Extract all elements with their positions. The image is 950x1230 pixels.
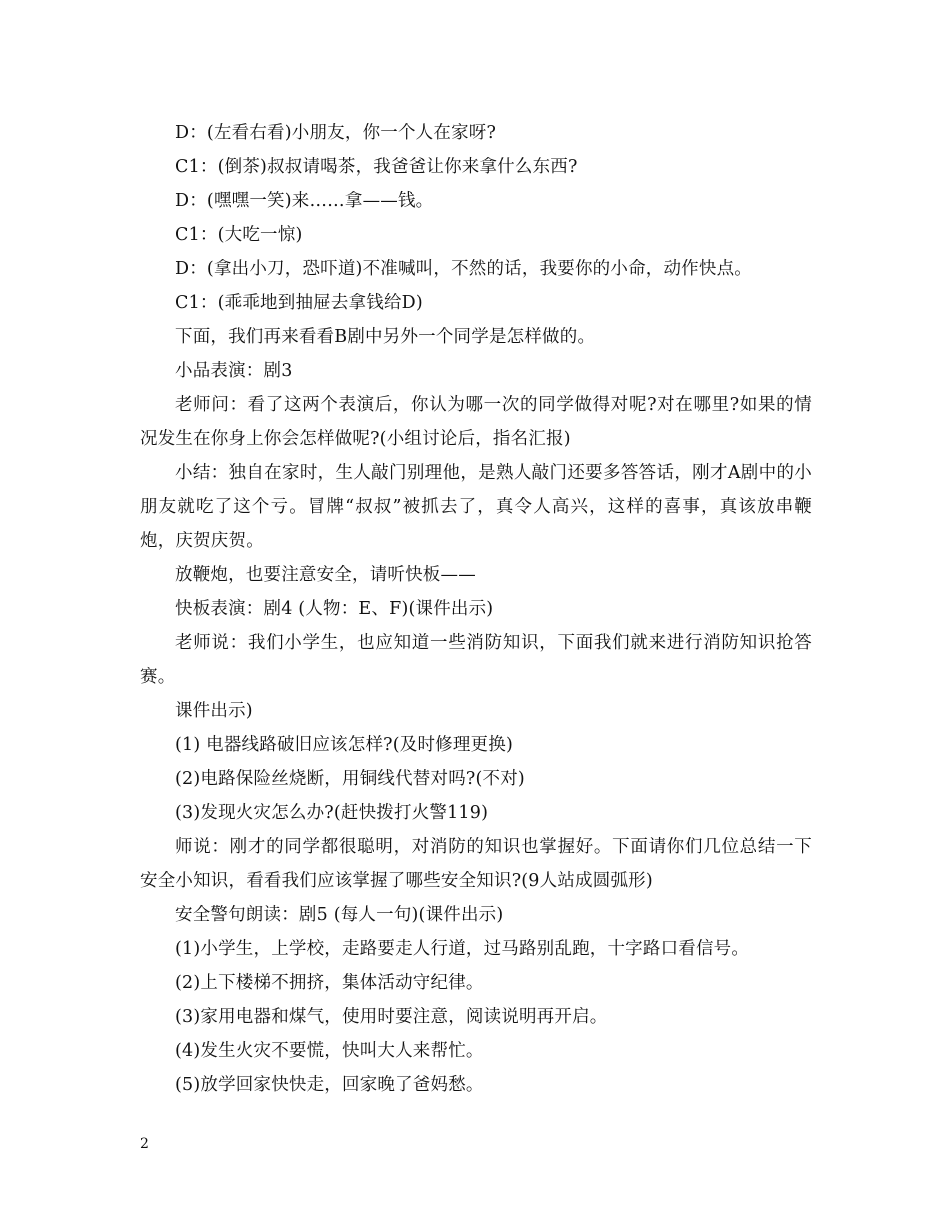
paragraph: 老师说：我们小学生，也应知道一些消防知识，下面我们就来进行消防知识抢答赛。 [140, 633, 812, 687]
paragraph: C1：(大吃一惊) [175, 225, 303, 245]
page-number: 2 [140, 1136, 149, 1152]
list-item: (5)放学回家快快走，回家晚了爸妈愁。 [175, 1075, 484, 1095]
paragraph: D：(左看右看)小朋友，你一个人在家呀? [175, 123, 497, 143]
paragraph: 小结：独自在家时，生人敲门别理他，是熟人敲门还要多答答话，刚才A剧中的小朋友就吃了这个亏。冒牌“叔叔”被抓去了，真令人高兴，这样的喜事，真该放串鞭炮，庆贺庆贺。 [140, 463, 812, 551]
paragraph: D：(嘿嘿一笑)来……拿——钱。 [175, 191, 434, 211]
paragraph: 放鞭炮，也要注意安全，请听快板—— [175, 565, 476, 585]
document-body [140, 116, 812, 1102]
paragraph: 师说：刚才的同学都很聪明，对消防的知识也掌握好。下面请你们几位总结一下安全小知识，看看我们应该掌握了哪些安全知识?(9人站成圆弧形) [140, 837, 812, 891]
paragraph: 下面，我们再来看看B剧中另外一个同学是怎样做的。 [175, 327, 596, 347]
list-item: (1)小学生，上学校，走路要走人行道，过马路别乱跑，十字路口看信号。 [175, 939, 750, 959]
list-item: (3)家用电器和煤气，使用时要注意，阅读说明再开启。 [175, 1007, 608, 1027]
paragraph: C1：(倒茶)叔叔请喝茶，我爸爸让你来拿什么东西? [175, 157, 578, 177]
paragraph: D：(拿出小刀，恐吓道)不准喊叫，不然的话，我要你的小命，动作快点。 [175, 259, 752, 279]
section-heading: 快板表演：剧4 (人物：E、F)(课件出示) [175, 599, 494, 619]
list-item: (2)上下楼梯不拥挤，集体活动守纪律。 [175, 973, 484, 993]
paragraph: 老师问：看了这两个表演后，你认为哪一次的同学做得对呢?对在哪里?如果的情况发生在你身上你会怎样做呢?(小组讨论后，指名汇报) [140, 395, 812, 449]
list-item: (1) 电器线路破旧应该怎样?(及时修理更换) [175, 735, 513, 755]
section-heading: 安全警句朗读：剧5 (每人一句)(课件出示) [175, 905, 504, 925]
paragraph: 课件出示) [175, 701, 253, 721]
list-item: (2)电路保险丝烧断，用铜线代替对吗?(不对) [175, 769, 525, 789]
paragraph: C1：(乖乖地到抽屉去拿钱给D) [175, 293, 423, 313]
list-item: (4)发生火灾不要慌，快叫大人来帮忙。 [175, 1041, 484, 1061]
list-item: (3)发现火灾怎么办?(赶快拨打火警119) [175, 803, 489, 823]
section-heading: 小品表演：剧3 [175, 361, 293, 381]
